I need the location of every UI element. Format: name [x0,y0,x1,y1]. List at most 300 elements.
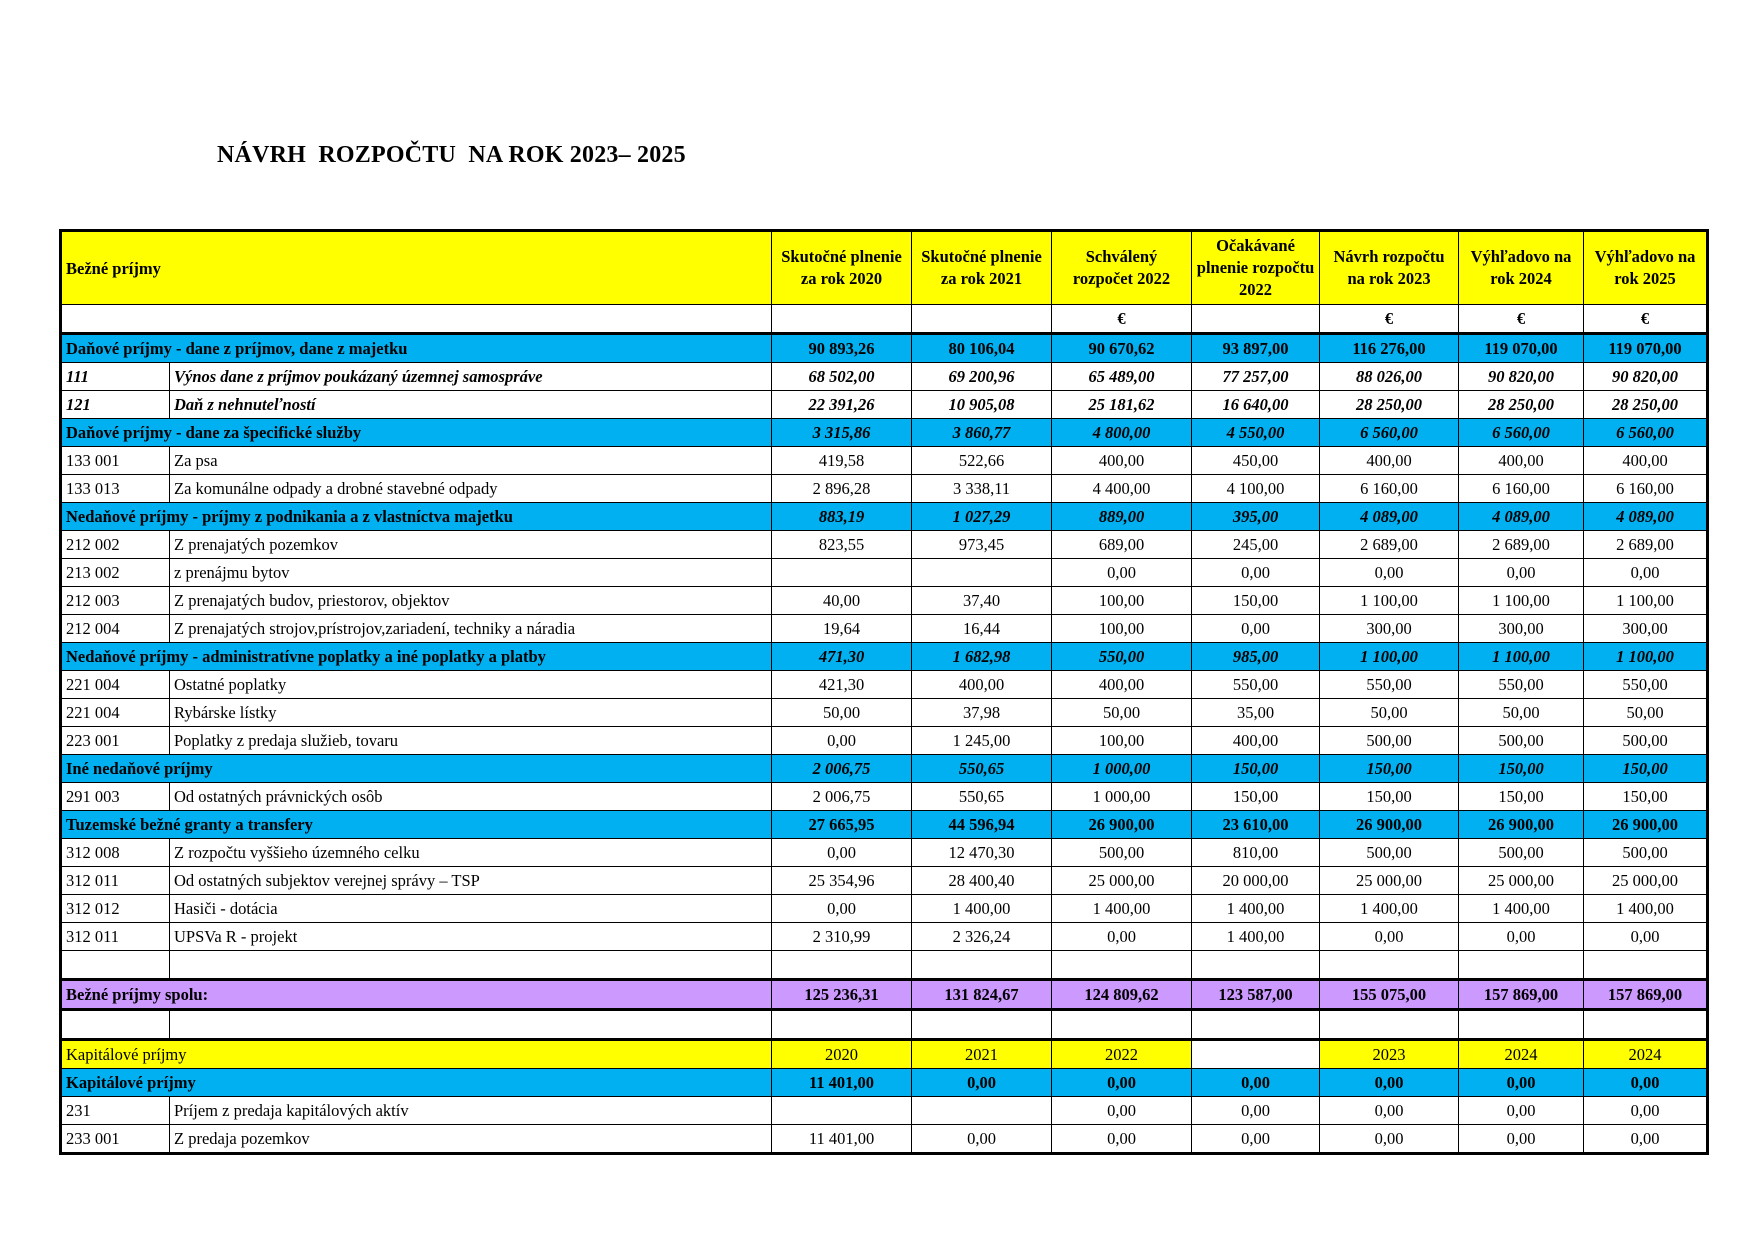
value-cell: 0,00 [1052,1125,1192,1154]
value-cell: 4 100,00 [1192,475,1320,503]
value-cell: 1 100,00 [1320,643,1459,671]
unit-row [61,305,1708,334]
value-cell: 116 276,00 [1320,334,1459,363]
value-cell: 93 897,00 [1192,334,1320,363]
value-cell: 25 000,00 [1584,867,1708,895]
value-cell: 2023 [1320,1040,1459,1069]
value-cell: 1 000,00 [1052,755,1192,783]
value-cell: 0,00 [1584,1069,1708,1097]
col-header: Výhľadovo na rok 2024 [1459,231,1584,305]
value-cell: 16,44 [912,615,1052,643]
item-label: Príjem z predaja kapitálových aktív [170,1097,772,1125]
unit-blank [61,305,772,334]
value-cell: 0,00 [1584,1125,1708,1154]
value-cell: 0,00 [1052,1097,1192,1125]
category-row [61,419,1708,447]
value-cell: 500,00 [1459,727,1584,755]
value-cell: 19,64 [772,615,912,643]
value-cell: 26 900,00 [1052,811,1192,839]
item-label: Za komunálne odpady a drobné stavebné odpady [170,475,772,503]
value-cell: 2 310,99 [772,923,912,951]
value-cell: 2 689,00 [1584,531,1708,559]
value-cell: 245,00 [1192,531,1320,559]
value-cell: 4 800,00 [1052,419,1192,447]
value-cell: 50,00 [1459,699,1584,727]
value-cell: 40,00 [772,587,912,615]
value-cell: 0,00 [1052,559,1192,587]
value-cell: 300,00 [1320,615,1459,643]
unit-cell: € [1459,305,1584,334]
value-cell: 500,00 [1459,839,1584,867]
value-cell: 22 391,26 [772,391,912,419]
budget-table [59,229,1709,1155]
value-cell: 25 181,62 [1052,391,1192,419]
item-code: 291 003 [61,783,170,811]
unit-cell [912,305,1052,334]
total-row [61,980,1708,1010]
table-row [61,447,1708,475]
value-cell [1192,1010,1320,1040]
value-cell: 123 587,00 [1192,980,1320,1010]
value-cell: 1 100,00 [1459,643,1584,671]
value-cell: 4 089,00 [1584,503,1708,531]
item-label: Z predaja pozemkov [170,1125,772,1154]
value-cell [1584,1010,1708,1040]
value-cell: 6 560,00 [1320,419,1459,447]
value-cell: 6 160,00 [1459,475,1584,503]
item-code: 133 001 [61,447,170,475]
value-cell [1052,1010,1192,1040]
item-label: Daň z nehnuteľností [170,391,772,419]
value-cell: 550,00 [1192,671,1320,699]
item-code: 212 003 [61,587,170,615]
item-label: Hasiči - dotácia [170,895,772,923]
table-row [61,559,1708,587]
item-label [170,1010,772,1040]
value-cell: 0,00 [1192,615,1320,643]
value-cell [1584,951,1708,980]
value-cell: 419,58 [772,447,912,475]
item-code: 233 001 [61,1125,170,1154]
section-header-row [61,1040,1708,1069]
item-label [170,951,772,980]
value-cell: 25 000,00 [1320,867,1459,895]
value-cell: 0,00 [912,1069,1052,1097]
value-cell: 150,00 [1459,783,1584,811]
item-label: Z rozpočtu vyššieho územného celku [170,839,772,867]
value-cell: 131 824,67 [912,980,1052,1010]
value-cell: 1 400,00 [1192,923,1320,951]
value-cell: 28 250,00 [1459,391,1584,419]
value-cell [772,1010,912,1040]
value-cell: 50,00 [772,699,912,727]
value-cell: 150,00 [1192,755,1320,783]
category-label: Tuzemské bežné granty a transfery [61,811,772,839]
value-cell: 88 026,00 [1320,363,1459,391]
item-label: Ostatné poplatky [170,671,772,699]
value-cell: 810,00 [1192,839,1320,867]
value-cell: 1 400,00 [1459,895,1584,923]
item-code: 212 002 [61,531,170,559]
value-cell: 37,40 [912,587,1052,615]
value-cell [772,951,912,980]
value-cell: 12 470,30 [912,839,1052,867]
value-cell [1320,951,1459,980]
value-cell: 3 315,86 [772,419,912,447]
value-cell: 500,00 [1052,839,1192,867]
header-row [61,231,1708,305]
col-header: Skutočné plnenie za rok 2020 [772,231,912,305]
value-cell: 550,00 [1052,643,1192,671]
value-cell: 0,00 [1320,1097,1459,1125]
value-cell: 23 610,00 [1192,811,1320,839]
category-row [61,755,1708,783]
value-cell: 150,00 [1192,587,1320,615]
category-label: Daňové príjmy - dane z príjmov, dane z majetku [61,334,772,363]
value-cell: 1 400,00 [1052,895,1192,923]
item-code [61,1010,170,1040]
value-cell: 0,00 [912,1125,1052,1154]
value-cell: 100,00 [1052,587,1192,615]
value-cell: 0,00 [1320,923,1459,951]
value-cell: 150,00 [1320,755,1459,783]
value-cell: 3 860,77 [912,419,1052,447]
value-cell: 1 400,00 [1320,895,1459,923]
value-cell: 500,00 [1584,727,1708,755]
value-cell: 35,00 [1192,699,1320,727]
value-cell: 1 400,00 [912,895,1052,923]
value-cell: 883,19 [772,503,912,531]
value-cell: 0,00 [1584,1097,1708,1125]
value-cell [1459,951,1584,980]
value-cell: 1 100,00 [1320,587,1459,615]
value-cell: 0,00 [1052,923,1192,951]
value-cell [1052,951,1192,980]
value-cell: 4 089,00 [1459,503,1584,531]
value-cell: 2024 [1584,1040,1708,1069]
value-cell: 823,55 [772,531,912,559]
value-cell: 1 000,00 [1052,783,1192,811]
table-row [61,895,1708,923]
value-cell: 0,00 [1459,1125,1584,1154]
value-cell: 6 160,00 [1320,475,1459,503]
value-cell: 550,00 [1459,671,1584,699]
item-code: 221 004 [61,671,170,699]
value-cell: 155 075,00 [1320,980,1459,1010]
value-cell: 25 354,96 [772,867,912,895]
value-cell: 400,00 [1052,447,1192,475]
value-cell: 90 820,00 [1459,363,1584,391]
item-code: 312 008 [61,839,170,867]
col-header: Očakávané plnenie rozpočtu 2022 [1192,231,1320,305]
category-label: Kapitálové príjmy [61,1040,772,1069]
value-cell: 1 027,29 [912,503,1052,531]
table-row [61,839,1708,867]
value-cell: 1 100,00 [1584,587,1708,615]
value-cell [1459,1010,1584,1040]
table-row [61,699,1708,727]
value-cell: 0,00 [1192,559,1320,587]
table-row [61,671,1708,699]
table-row [61,783,1708,811]
value-cell [1192,1040,1320,1069]
value-cell: 0,00 [1320,1069,1459,1097]
value-cell: 37,98 [912,699,1052,727]
value-cell: 50,00 [1320,699,1459,727]
value-cell: 400,00 [1192,727,1320,755]
value-cell: 0,00 [1192,1125,1320,1154]
item-label: Rybárske lístky [170,699,772,727]
value-cell: 550,00 [1584,671,1708,699]
value-cell: 2021 [912,1040,1052,1069]
value-cell: 500,00 [1320,839,1459,867]
category-row [61,503,1708,531]
category-label: Bežné príjmy spolu: [61,980,772,1010]
item-code: 221 004 [61,699,170,727]
value-cell: 44 596,94 [912,811,1052,839]
value-cell [772,559,912,587]
item-label: z prenájmu bytov [170,559,772,587]
value-cell: 0,00 [1459,1097,1584,1125]
category-row [61,811,1708,839]
value-cell: 28 250,00 [1584,391,1708,419]
value-cell: 400,00 [1320,447,1459,475]
table-row [61,615,1708,643]
value-cell: 2 896,28 [772,475,912,503]
value-cell: 119 070,00 [1584,334,1708,363]
value-cell: 522,66 [912,447,1052,475]
value-cell: 0,00 [772,839,912,867]
table-row [61,867,1708,895]
unit-cell [1192,305,1320,334]
value-cell: 2 006,75 [772,783,912,811]
value-cell: 0,00 [772,727,912,755]
value-cell: 400,00 [1459,447,1584,475]
col-header: Návrh rozpočtu na rok 2023 [1320,231,1459,305]
value-cell: 50,00 [1584,699,1708,727]
value-cell: 6 560,00 [1584,419,1708,447]
value-cell: 2024 [1459,1040,1584,1069]
value-cell: 400,00 [1584,447,1708,475]
value-cell: 500,00 [1320,727,1459,755]
category-row [61,1069,1708,1097]
value-cell: 1 100,00 [1584,643,1708,671]
item-code: 223 001 [61,727,170,755]
value-cell [1320,1010,1459,1040]
unit-cell [772,305,912,334]
value-cell: 0,00 [1320,1125,1459,1154]
value-cell: 0,00 [1459,1069,1584,1097]
value-cell: 395,00 [1192,503,1320,531]
item-label: Od ostatných subjektov verejnej správy – TSP [170,867,772,895]
value-cell: 471,30 [772,643,912,671]
page-title: NÁVRH ROZPOČTU NA ROK 2023– 2025 [217,142,686,168]
value-cell: 4 400,00 [1052,475,1192,503]
value-cell: 2020 [772,1040,912,1069]
value-cell: 0,00 [1320,559,1459,587]
value-cell: 4 089,00 [1320,503,1459,531]
value-cell: 10 905,08 [912,391,1052,419]
value-cell [912,559,1052,587]
value-cell: 0,00 [1584,923,1708,951]
value-cell [912,1097,1052,1125]
value-cell: 150,00 [1584,755,1708,783]
value-cell: 1 245,00 [912,727,1052,755]
value-cell: 1 682,98 [912,643,1052,671]
value-cell: 80 106,04 [912,334,1052,363]
value-cell: 150,00 [1320,783,1459,811]
item-label: Od ostatných právnických osôb [170,783,772,811]
value-cell: 500,00 [1584,839,1708,867]
col-header: Schválený rozpočet 2022 [1052,231,1192,305]
value-cell: 90 893,26 [772,334,912,363]
value-cell: 1 100,00 [1459,587,1584,615]
value-cell: 26 900,00 [1584,811,1708,839]
category-label: Daňové príjmy - dane za špecifické služby [61,419,772,447]
value-cell: 100,00 [1052,615,1192,643]
value-cell [1192,951,1320,980]
value-cell: 90 820,00 [1584,363,1708,391]
value-cell: 90 670,62 [1052,334,1192,363]
value-cell: 157 869,00 [1459,980,1584,1010]
value-cell: 6 560,00 [1459,419,1584,447]
value-cell: 11 401,00 [772,1125,912,1154]
table-row [61,727,1708,755]
unit-cell: € [1320,305,1459,334]
value-cell: 973,45 [912,531,1052,559]
category-row [61,334,1708,363]
value-cell: 0,00 [1584,559,1708,587]
col-header: Výhľadovo na rok 2025 [1584,231,1708,305]
value-cell: 150,00 [1459,755,1584,783]
value-cell: 28 400,40 [912,867,1052,895]
value-cell: 119 070,00 [1459,334,1584,363]
unit-cell: € [1584,305,1708,334]
value-cell: 550,65 [912,755,1052,783]
value-cell: 1 400,00 [1192,895,1320,923]
value-cell: 300,00 [1459,615,1584,643]
item-code: 212 004 [61,615,170,643]
value-cell: 2022 [1052,1040,1192,1069]
value-cell: 2 326,24 [912,923,1052,951]
value-cell: 689,00 [1052,531,1192,559]
value-cell: 100,00 [1052,727,1192,755]
col-header: Skutočné plnenie za rok 2021 [912,231,1052,305]
value-cell: 0,00 [1052,1069,1192,1097]
spacer-row [61,1010,1708,1040]
value-cell: 300,00 [1584,615,1708,643]
value-cell: 157 869,00 [1584,980,1708,1010]
value-cell: 0,00 [1192,1069,1320,1097]
item-code: 121 [61,391,170,419]
value-cell: 25 000,00 [1459,867,1584,895]
value-cell [912,1010,1052,1040]
item-code: 231 [61,1097,170,1125]
value-cell: 400,00 [1052,671,1192,699]
item-label: Z prenajatých strojov,prístrojov,zariadení, techniky a náradia [170,615,772,643]
value-cell: 150,00 [1584,783,1708,811]
item-label: UPSVa R - projekt [170,923,772,951]
value-cell: 26 900,00 [1320,811,1459,839]
category-label: Kapitálové príjmy [61,1069,772,1097]
item-label: Výnos dane z príjmov poukázaný územnej samospráve [170,363,772,391]
item-code: 312 012 [61,895,170,923]
item-label: Z prenajatých pozemkov [170,531,772,559]
table-row [61,587,1708,615]
item-code: 111 [61,363,170,391]
tax-item-row [61,391,1708,419]
value-cell: 124 809,62 [1052,980,1192,1010]
value-cell: 25 000,00 [1052,867,1192,895]
value-cell [772,1097,912,1125]
value-cell: 2 689,00 [1459,531,1584,559]
value-cell: 889,00 [1052,503,1192,531]
value-cell: 4 550,00 [1192,419,1320,447]
item-label: Z prenajatých budov, priestorov, objektov [170,587,772,615]
category-label: Iné nedaňové príjmy [61,755,772,783]
value-cell: 28 250,00 [1320,391,1459,419]
item-code: 312 011 [61,867,170,895]
value-cell: 450,00 [1192,447,1320,475]
value-cell: 27 665,95 [772,811,912,839]
value-cell: 0,00 [1192,1097,1320,1125]
value-cell: 550,00 [1320,671,1459,699]
value-cell: 550,65 [912,783,1052,811]
value-cell: 421,30 [772,671,912,699]
category-row [61,643,1708,671]
value-cell: 0,00 [772,895,912,923]
item-code [61,951,170,980]
value-cell: 400,00 [912,671,1052,699]
item-code: 133 013 [61,475,170,503]
table-row [61,1097,1708,1125]
item-code: 213 002 [61,559,170,587]
header-label: Bežné príjmy [61,231,772,305]
item-label: Za psa [170,447,772,475]
value-cell: 77 257,00 [1192,363,1320,391]
value-cell: 125 236,31 [772,980,912,1010]
spacer-row [61,951,1708,980]
value-cell: 1 400,00 [1584,895,1708,923]
tax-item-row [61,363,1708,391]
value-cell: 68 502,00 [772,363,912,391]
value-cell: 985,00 [1192,643,1320,671]
value-cell: 11 401,00 [772,1069,912,1097]
value-cell: 16 640,00 [1192,391,1320,419]
value-cell: 65 489,00 [1052,363,1192,391]
value-cell: 3 338,11 [912,475,1052,503]
unit-cell: € [1052,305,1192,334]
value-cell: 2 689,00 [1320,531,1459,559]
table-row [61,923,1708,951]
item-label: Poplatky z predaja služieb, tovaru [170,727,772,755]
value-cell: 26 900,00 [1459,811,1584,839]
value-cell: 150,00 [1192,783,1320,811]
table-row [61,1125,1708,1154]
category-label: Nedaňové príjmy - príjmy z podnikania a z vlastníctva majetku [61,503,772,531]
value-cell: 6 160,00 [1584,475,1708,503]
value-cell: 50,00 [1052,699,1192,727]
category-label: Nedaňové príjmy - administratívne poplatky a iné poplatky a platby [61,643,772,671]
table-row [61,531,1708,559]
value-cell: 20 000,00 [1192,867,1320,895]
value-cell: 0,00 [1459,559,1584,587]
value-cell: 2 006,75 [772,755,912,783]
item-code: 312 011 [61,923,170,951]
value-cell [912,951,1052,980]
value-cell: 69 200,96 [912,363,1052,391]
table-row [61,475,1708,503]
